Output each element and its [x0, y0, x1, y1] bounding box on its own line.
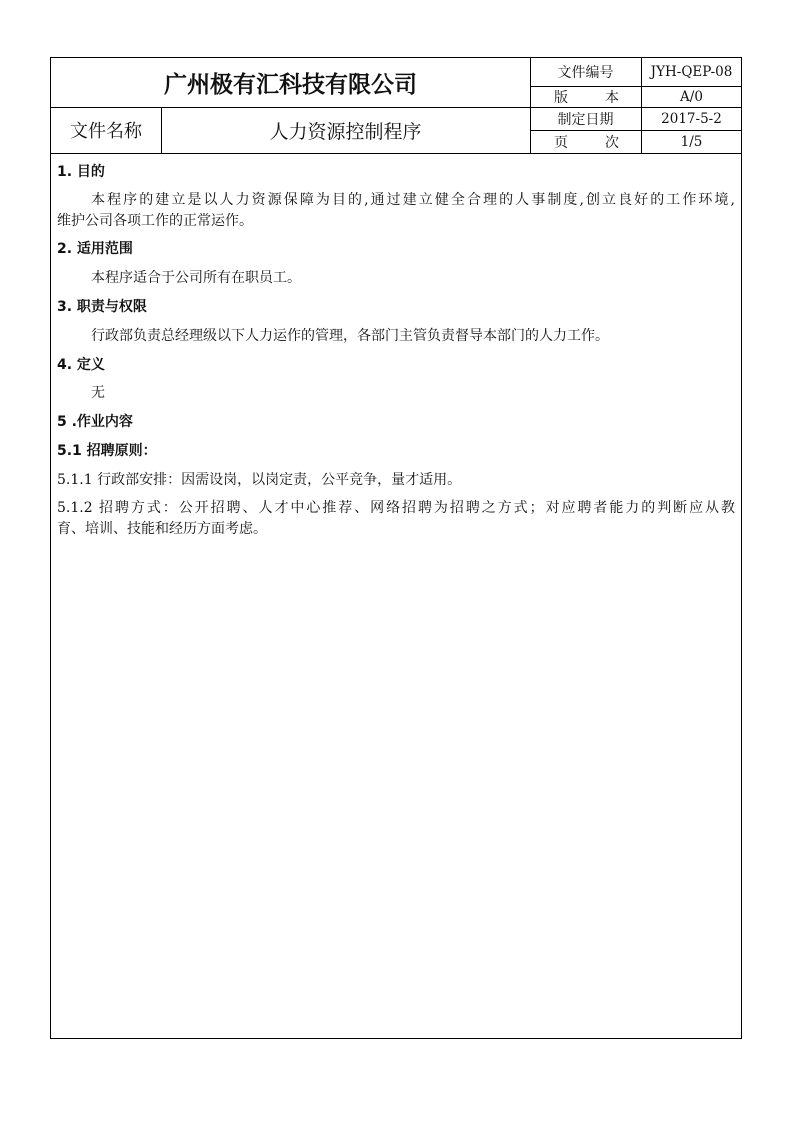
page-label-part: 页: [554, 134, 568, 151]
page-label: [530, 130, 641, 153]
section-1-text: 维护公司各项工作的正常运作。: [57, 213, 253, 229]
version-label-part: 版: [554, 89, 568, 106]
divider: [641, 58, 642, 153]
divider: [530, 130, 741, 131]
divider: [161, 107, 162, 153]
section-3-text: 行政部负责总经理级以下人力运作的管理，各部门主管负责督导本部门的人力工作。: [91, 328, 609, 344]
version-value: A/0: [680, 88, 703, 105]
divider: [51, 107, 741, 108]
section-5-1-1-text: 5.1.1 行政部安排：因需设岗，以岗定责，公平竞争，量才适用。: [57, 472, 462, 488]
document-page: [50, 57, 742, 1039]
doc-number-label: 文件编号: [557, 65, 614, 81]
section-5-1-2-text: 5.1.2 招聘方式：公开招聘、人才中心推荐、网络招聘为招聘之方式；对应聘者能力的判断应从教: [57, 500, 735, 516]
divider: [51, 153, 741, 154]
document-title: 人力资源控制程序: [269, 120, 422, 143]
file-name-label: 文件名称: [70, 121, 142, 142]
section-3-heading: 3. 职责与权限: [57, 299, 147, 315]
doc-number-value: JYH-QEP-08: [650, 64, 733, 80]
section-1-heading: 1. 目的: [57, 164, 105, 180]
date-value: 2017-5-2: [661, 110, 722, 127]
section-2-heading: 2. 适用范围: [57, 241, 133, 257]
page-value: 1/5: [680, 133, 703, 150]
version-label: [530, 86, 641, 107]
date-label: 制定日期: [557, 111, 614, 128]
divider: [530, 58, 531, 153]
section-5-1-heading: 5.1 招聘原则：: [57, 443, 157, 459]
section-4-heading: 4. 定义: [57, 357, 105, 373]
section-5-heading: 5 .作业内容: [57, 414, 133, 430]
section-2-text: 本程序适合于公司所有在职员工。: [91, 270, 301, 286]
divider: [530, 86, 741, 87]
company-name: 广州极有汇科技有限公司: [164, 72, 417, 98]
section-4-text: 无: [91, 385, 105, 401]
page-label-part: 次: [605, 134, 619, 151]
version-label-part: 本: [605, 89, 619, 106]
section-1-text: 本程序的建立是以人力资源保障为目的,通过建立健全合理的人事制度,创立良好的工作环境,: [91, 192, 735, 208]
section-5-1-2-text: 育、培训、技能和经历方面考虑。: [57, 521, 267, 537]
